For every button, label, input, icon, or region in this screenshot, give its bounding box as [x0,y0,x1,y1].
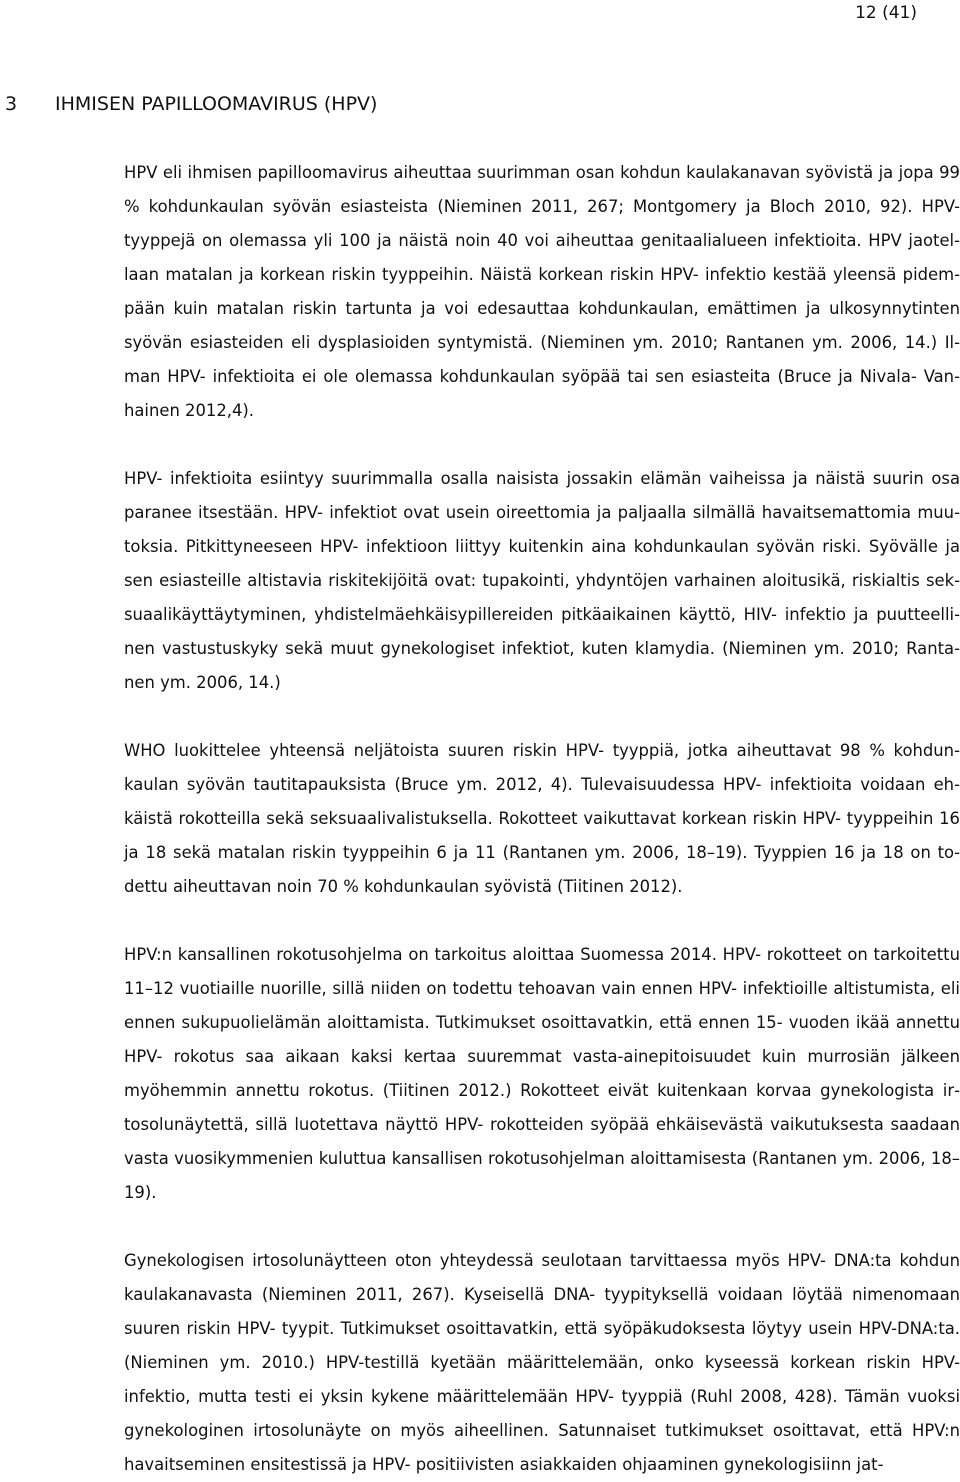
paragraph-who-classification: WHO luokittelee yhteensä neljätoista suuren riskin HPV- tyyppiä, jotka aiheuttavat 98 % kohdunkaulan syövän tautitapauksista (Bruce ym. 2012, 4). Tulevaisuudessa HPV- infektioita voidaan ehkäistä rokotteilla sekä seksuaalivalistuksella. Rokotteet vaikuttavat korkean riskin HPV- tyyppeihin 16 ja 18 sekä matalan riskin tyyppeihin 6 ja 11 (Rantanen ym. 2006, 18–19). Tyyppien 16 ja 18 on todettu aiheuttavan noin 70 % kohdunkaulan syövistä (Tiitinen 2012). [124,741,960,896]
section-number: 3 [5,93,18,115]
body-text [124,156,960,1482]
paragraph-hpv-dna-testing: Gynekologisen irtosolunäytteen oton yhteydessä seulotaan tarvittaessa myös HPV- DNA:ta kohdun kaulakanavasta (Nieminen 2011, 267). Kyseisellä DNA- tyypityksellä voidaan löytää nimenomaan suuren riskin HPV- tyypit. Tutkimukset osoittavatkin, että syöpäkudoksesta löytyy usein HPV-DNA:ta. (Nieminen ym. 2010.) HPV-testillä kyetään määrittelemään, onko kyseessä korkean riskin HPV- infektio, mutta testi ei yksin kykene määrittelemään HPV- tyyppiä (Ruhl 2008, 428). Tämän vuoksi gynekologinen irtosolunäyte on myös aiheellinen. Satunnaiset tutkimukset osoittavat, että HPV:n havaitseminen ensitestissä ja HPV- positiivisten asiakkaiden ohjaaminen gynekologisiinn jat- [124,1251,960,1474]
paragraph-risk-factors: HPV- infektioita esiintyy suurimmalla osalla naisista jossakin elämän vaiheissa ja näistä suurin osa paranee itsestään. HPV- infektiot ovat usein oireettomia ja paljaalla silmällä havaitsemattomia muutoksia. Pitkittyneeseen HPV- infektioon liittyy kuitenkin aina kohdunkaulan syövän riski. Syövälle ja sen esiasteille altistavia riskitekijöitä ovat: tupakointi, yhdyntöjen varhainen aloitusikä, riskialtis seksuaalikäyttäytyminen, yhdistelmäehkäisypillereiden pitkäaikainen käyttö, HIV- infektio ja puutteellinen vastustuskyky sekä muut gynekologiset infektiot, kuten klamydia. (Nieminen ym. 2010; Rantanen ym. 2006, 14.) [124,469,960,692]
paragraph-hpv-intro: HPV eli ihmisen papilloomavirus aiheuttaa suurimman osan kohdun kaulakanavan syövistä ja jopa 99 % kohdunkaulan syövän esiasteista (Nieminen 2011, 267; Montgomery ja Bloch 2010, 92). HPV-tyyppejä on olemassa yli 100 ja näistä noin 40 voi aiheuttaa genitaalialueen infektioita. HPV jaotellaan matalan ja korkean riskin tyyppeihin. Näistä korkean riskin HPV- infektio kestää yleensä pidempään kuin matalan riskin tartunta ja voi edesauttaa kohdunkaulan, emättimen ja ulkosynnytinten syövän esiasteiden eli dysplasioiden syntymistä. (Nieminen ym. 2010; Rantanen ym. 2006, 14.) Ilman HPV- infektioita ei ole olemassa kohdunkaulan syöpää tai sen esiasteita (Bruce ja Nivala- Vanhainen 2012,4). [124,163,960,420]
paragraph-vaccination-program: HPV:n kansallinen rokotusohjelma on tarkoitus aloittaa Suomessa 2014. HPV- rokotteet on tarkoitettu 11–12 vuotiaille nuorille, sillä niiden on todettu tehoavan vain ennen HPV- infektioille altistumista, eli ennen sukupuolielämän aloittamista. Tutkimukset osoittavatkin, että ennen 15- vuoden ikää annettu HPV- rokotus saa aikaan kaksi kertaa suuremmat vasta-ainepitoisuudet kuin murrosiän jälkeen myöhemmin annettu rokotus. (Tiitinen 2012.) Rokotteet eivät kuitenkaan korvaa gynekologista irtosolunäytettä, sillä luotettava näyttö HPV- rokotteiden syöpää ehkäisevästä vaikutuksesta saadaan vasta vuosikymmenien kuluttua kansallisen rokotusohjelman aloittamisesta (Rantanen ym. 2006, 18–19). [124,945,960,1202]
section-title: IHMISEN PAPILLOOMAVIRUS (HPV) [55,93,378,115]
page-number: 12 (41) [855,3,917,23]
